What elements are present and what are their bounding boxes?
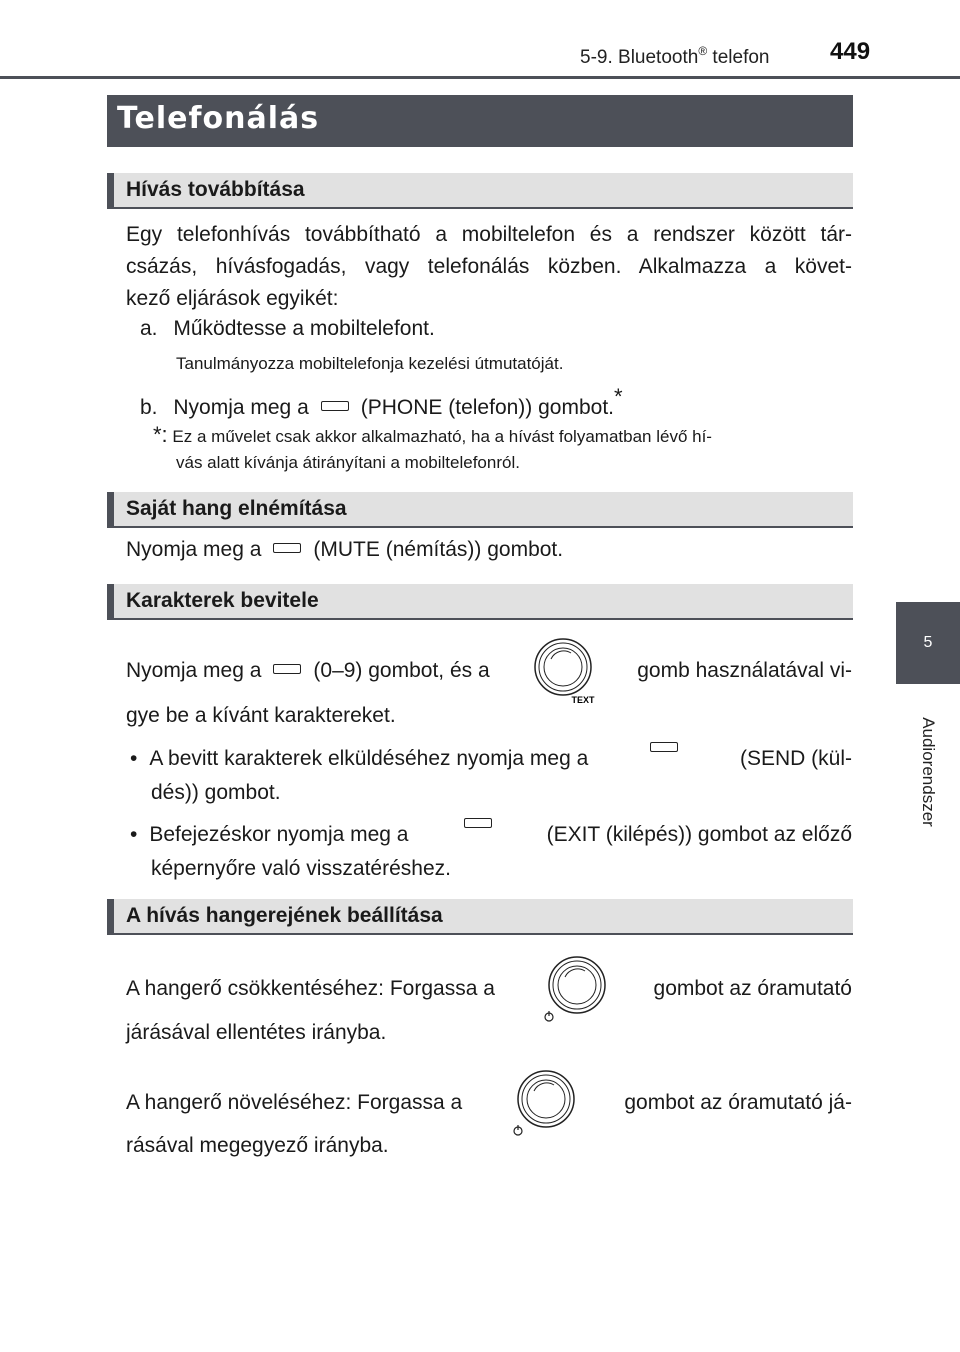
step-b-marker: b. [140,396,158,419]
footnote-line-1: Ez a művelet csak akkor alkalmazható, ha a hívást folyamatban lévő hí- [172,427,712,446]
volume-down-after: gombot az óramutató [653,977,852,1000]
exit-button-icon [464,818,492,828]
step-a [140,314,435,344]
bullet1-after: (SEND (kül- [739,747,852,770]
bullet2-after: (EXIT (kilépés)) gombot az előző [546,823,852,846]
chars-l1-before: Nyomja meg a [126,659,262,682]
mute-after: (MUTE (némítás)) gombot. [313,538,564,561]
bullet1-before: A bevitt karakterek elküldéséhez nyomja meg a [149,747,589,770]
forwarding-intro [126,219,852,315]
chars-line-1 [126,636,852,706]
section-heading-volume: A hívás hangerejének beállítása [107,899,853,935]
intro-line-3: kező eljárások egyikét: [126,287,339,310]
power-volume-knob-icon [510,1067,576,1139]
section-prefix: 5-9. Bluetooth [580,47,699,68]
step-b [140,382,623,423]
bullet1-line-1 [149,742,852,776]
mute-instruction [126,535,563,565]
page-title: Telefonálás [107,95,853,147]
section-heading-forwarding: Hívás továbbítása [107,173,853,209]
footnote-marker: *: [153,422,168,447]
step-a-marker: a. [140,317,158,340]
volume-up-line-2: rásával megegyező irányba. [126,1134,389,1157]
volume-up-line-1 [126,1066,852,1140]
bullet-dot: • [130,823,138,846]
send-button-icon [650,742,678,752]
footnote [153,422,853,476]
power-volume-knob-icon [541,953,607,1025]
chapter-name: Audiorendszer [919,717,938,827]
step-b-before: Nyomja meg a [173,396,309,419]
bullet-dot: • [130,747,138,770]
digit-button-icon [273,664,301,674]
volume-up-after: gombot az óramutató já- [624,1091,852,1114]
mute-before: Nyomja meg a [126,538,262,561]
chars-bullet-1 [130,742,852,810]
registered-mark: ® [698,44,708,58]
section-heading-mute: Saját hang elnémítása [107,492,853,528]
mute-button-icon [273,543,301,553]
page-number: 449 [830,38,871,65]
intro-line-2: csázás, hívásfogadás, vagy telefonálás közben. Alkalmazza a követ- [126,255,852,278]
intro-line-1: Egy telefonhívás továbbítható a mobiltelefon és a rendszer között tár- [126,223,852,246]
step-a-text: Működtesse a mobiltelefont. [173,317,435,340]
volume-down-line-1 [126,952,852,1026]
step-a-note: Tanulmányozza mobiltelefonja kezelési útmutatóját. [176,354,564,373]
volume-down-line-2: járásával ellentétes irányba. [126,1021,387,1044]
bullet2-line-1 [149,818,852,852]
chapter-number: 5 [923,634,933,651]
chars-l1-before-group [126,659,490,683]
knob-text-label: TEXT [571,695,595,705]
step-b-after: (PHONE (telefon)) gombot. [360,396,615,419]
chars-line-2: gye be a kívánt karaktereket. [126,704,396,727]
footnote-star: * [614,384,623,409]
tune-knob-icon [531,637,595,705]
section-heading-chars: Karakterek bevitele [107,584,853,620]
footnote-line-2: vás alatt kívánja átirányítani a mobiltelefonról. [176,453,520,472]
bullet1-line-2: dés)) gombot. [151,781,281,804]
phone-button-icon [321,401,349,411]
chars-l1-after: gomb használatával vi- [637,659,852,682]
running-header-section [580,44,769,69]
header-rule [0,76,960,79]
bullet2-line-2: képernyőre való visszatéréshez. [151,857,451,880]
chars-l1-mid: (0–9) gombot, és a [313,659,490,682]
section-suffix: telefon [707,47,770,68]
bullet2-before: Befejezéskor nyomja meg a [149,823,409,846]
chapter-tab [896,602,960,684]
volume-down-before: A hangerő csökkentéséhez: Forgassa a [126,977,495,1000]
volume-up-before: A hangerő növeléséhez: Forgassa a [126,1091,463,1114]
chars-bullet-2 [130,818,852,886]
